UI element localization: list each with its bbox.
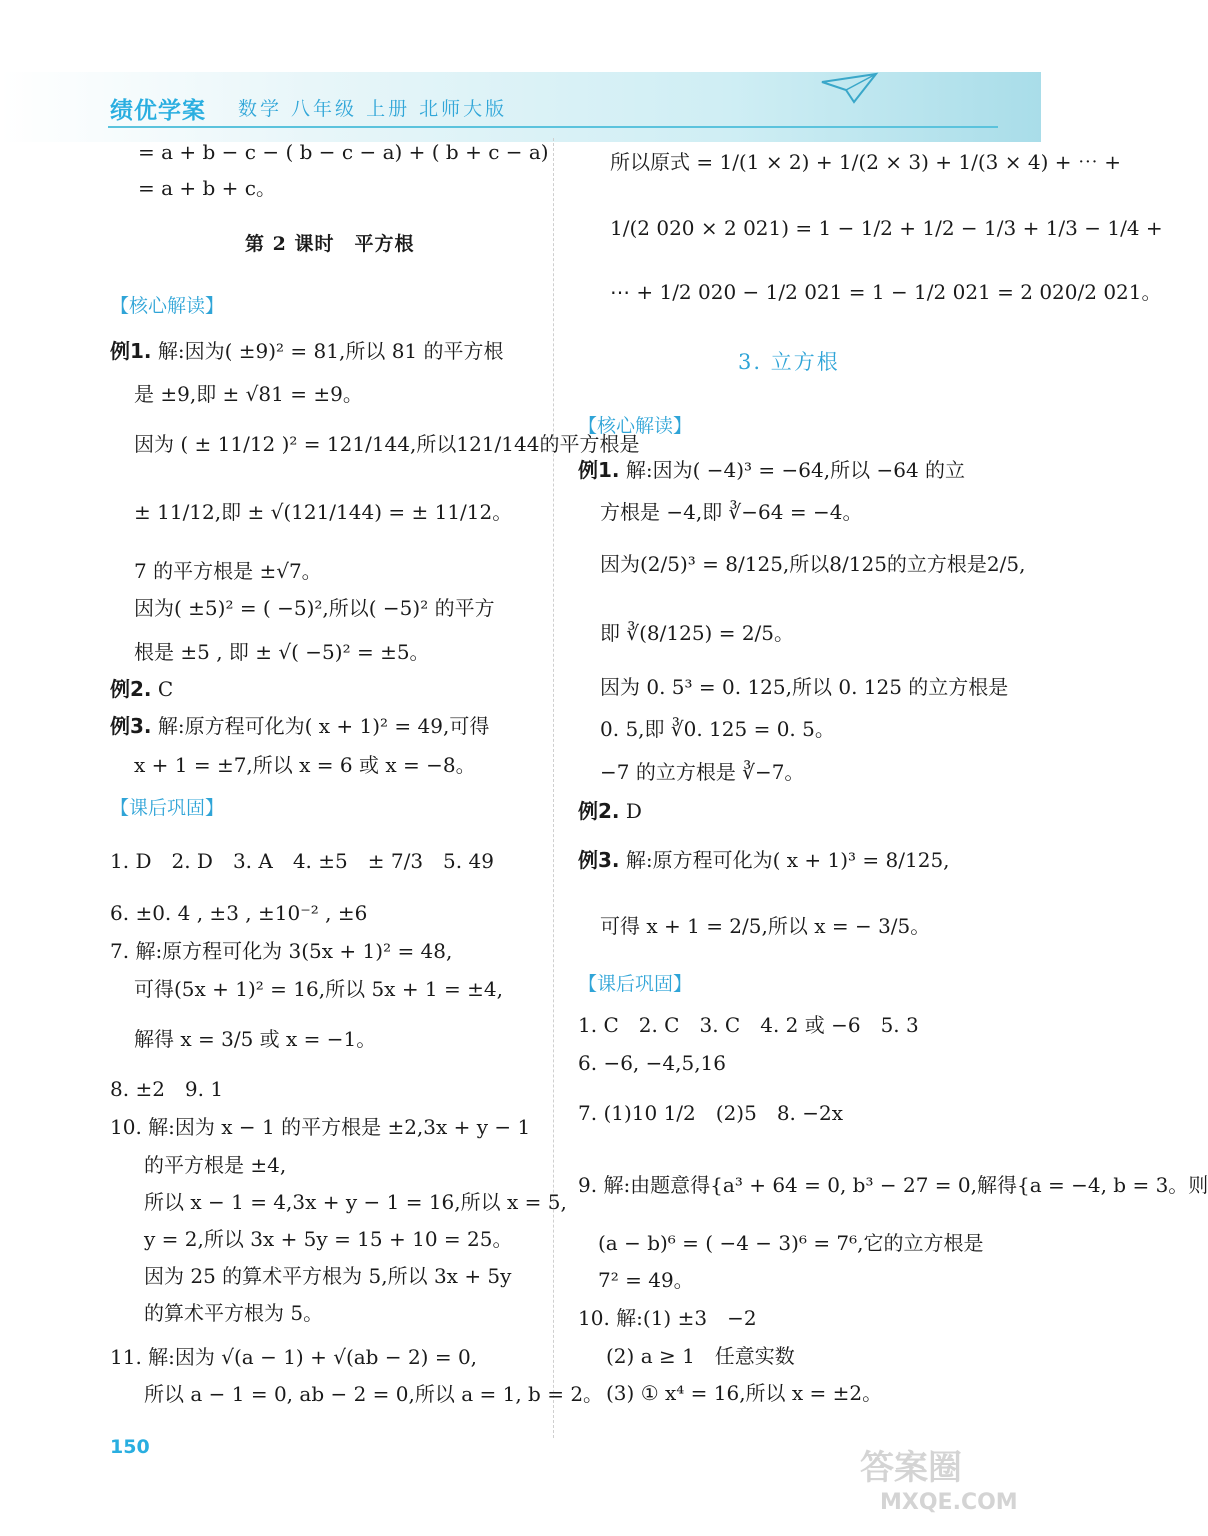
section-heading: 【课后巩固】 [578,973,693,995]
text-line: −7 的立方根是 ∛−7。 [600,760,805,784]
answer-line: 9. 解:由题意得{a³ + 64 = 0, b³ − 27 = 0,解得{a = −4, b = 3。则 [578,1173,1208,1197]
text-line: 7 的平方根是 ±√7。 [134,559,322,583]
section-heading: 【课后巩固】 [110,797,225,819]
header-rule [108,126,998,128]
example-line: 例1. 解:因为( −4)³ = −64,所以 −64 的立 [578,458,966,482]
text-line: 的平方根是 ±4, [144,1153,287,1177]
text-line: 7² = 49。 [598,1268,694,1292]
answer-line: 1. D 2. D 3. A 4. ±5 ± 7/3 5. 49 [110,849,494,873]
page-number: 150 [110,1436,150,1458]
example-line: 例3. 解:原方程可化为( x + 1)³ = 8/125, [578,848,950,872]
answer-line: 6. −6, −4,5,16 [578,1051,727,1075]
answer-line: 1. C 2. C 3. C 4. 2 或 −6 5. 3 [578,1013,919,1037]
text-line: 可得 x + 1 = 2/5,所以 x = − 3/5。 [600,914,931,938]
text-line: 即 ∛(8/125) = 2/5。 [600,621,795,645]
text-line: 因为(2/5)³ = 8/125,所以8/125的立方根是2/5, [600,552,1026,576]
text-line: (2) a ≥ 1 任意实数 [606,1344,795,1368]
text-line: 因为 25 的算术平方根为 5,所以 3x + 5y [144,1264,512,1288]
text-line: 所以原式 = 1/(1 × 2) + 1/(2 × 3) + 1/(3 × 4) + ⋯ + [610,150,1121,174]
column-divider [553,138,554,1438]
watermark-url: MXQE.COM [880,1490,1018,1515]
book-subtitle: 数学 八年级 上册 北师大版 [238,98,508,120]
example-line: 例2. D [578,799,642,823]
example-line: 例2. C [110,677,174,701]
text-line: 0. 5,即 ∛0. 125 = 0. 5。 [600,717,835,741]
example-line: 例1. 解:因为( ±9)² = 81,所以 81 的平方根 [110,339,504,363]
text-line: (a − b)⁶ = ( −4 − 3)⁶ = 7⁶,它的立方根是 [598,1231,984,1255]
text-line: 所以 a − 1 = 0, ab − 2 = 0,所以 a = 1, b = 2。 [144,1382,604,1406]
text-line: 因为 0. 5³ = 0. 125,所以 0. 125 的立方根是 [600,675,1009,699]
example-line: 例3. 解:原方程可化为( x + 1)² = 49,可得 [110,714,490,738]
section-heading: 【核心解读】 [578,415,693,437]
watermark-logo: 答案圈 [860,1448,962,1488]
text-line: y = 2,所以 3x + 5y = 15 + 10 = 25。 [144,1227,513,1251]
answer-line: 10. 解:(1) ±3 −2 [578,1306,757,1330]
text-line: 是 ±9,即 ± √81 = ±9。 [134,382,363,406]
answer-line: 10. 解:因为 x − 1 的平方根是 ±2,3x + y − 1 [110,1115,531,1139]
text-line: 可得(5x + 1)² = 16,所以 5x + 1 = ±4, [134,977,503,1001]
text-line: 1/(2 020 × 2 021) = 1 − 1/2 + 1/2 − 1/3 + 1/3 − 1/4 + [610,216,1163,240]
text-line: 解得 x = 3/5 或 x = −1。 [134,1027,377,1051]
text-line: 因为 ( ± 11/12 )² = 121/144,所以121/144的平方根是 [134,432,640,456]
text-line: x + 1 = ±7,所以 x = 6 或 x = −8。 [134,753,476,777]
text-line: 方根是 −4,即 ∛−64 = −4。 [600,500,863,524]
answer-line: 7. 解:原方程可化为 3(5x + 1)² = 48, [110,939,453,963]
text-line: ⋯ + 1/2 020 − 1/2 021 = 1 − 1/2 021 = 2 020/2 021。 [610,280,1162,304]
text-line: (3) ① x⁴ = 16,所以 x = ±2。 [606,1381,883,1405]
answer-line: 11. 解:因为 √(a − 1) + √(ab − 2) = 0, [110,1345,478,1369]
text-line: 所以 x − 1 = 4,3x + y − 1 = 16,所以 x = 5, [144,1190,567,1214]
text-line: 根是 ±5 , 即 ± √( −5)² = ±5。 [134,640,430,664]
answer-line: 7. (1)10 1/2 (2)5 8. −2x [578,1101,844,1125]
text-line: = a + b + c。 [138,176,276,200]
brand-title: 绩优学案 [110,98,206,124]
text-line: 因为( ±5)² = ( −5)²,所以( −5)² 的平方 [134,596,495,620]
answer-line: 8. ±2 9. 1 [110,1077,224,1101]
lesson-title: 第 2 课时 平方根 [245,233,415,255]
answer-line: 6. ±0. 4 , ±3 , ±10⁻² , ±6 [110,901,368,925]
text-line: ± 11/12,即 ± √(121/144) = ± 11/12。 [134,500,513,524]
section-heading: 【核心解读】 [110,295,225,317]
text-line: 的算术平方根为 5。 [144,1301,324,1325]
text-line: = a + b − c − ( b − c − a) + ( b + c − a) [138,140,549,164]
paper-plane-icon [820,72,880,106]
section-title: 3. 立方根 [738,350,840,374]
